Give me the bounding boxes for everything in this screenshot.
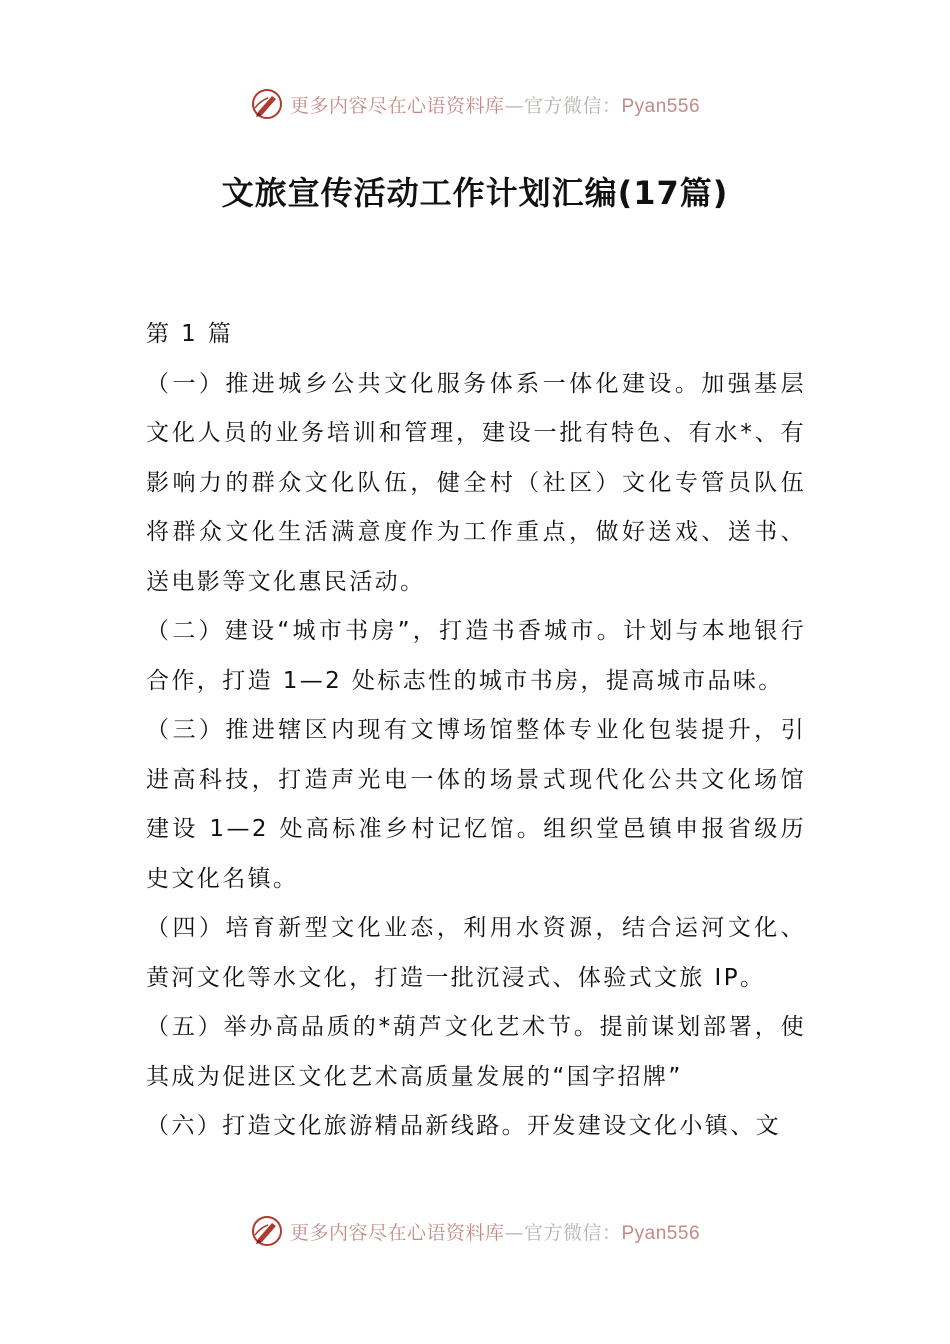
watermark-wechat-label: —官方微信： [504,1221,622,1244]
watermark-site: 更多内容尽在心语资料库 [289,94,505,117]
watermark-text [290,91,700,118]
paragraph: （五）举办高品质的*葫芦文化艺术节。提前谋划部署，使其成为促进区文化艺术高质量发展的“国字招牌” [146,1014,806,1090]
paragraph: （四）培育新型文化业态，利用水资源，结合运河文化、黄河文化等水文化，打造一批沉浸式、体验式文旅 IP。 [146,915,806,991]
pen-logo-icon [250,87,284,121]
watermark-site: 更多内容尽在心语资料库 [289,1221,505,1244]
section-heading: 第 1 篇 [146,321,234,347]
document-title: 文旅宣传活动工作计划汇编(17篇) [221,174,729,212]
paragraph: （六）打造文化旅游精品新线路。开发建设文化小镇、文 [146,1113,781,1139]
watermark-wechat-label: —官方微信： [504,94,622,117]
paragraph: （一）推进城乡公共文化服务体系一体化建设。加强基层文化人员的业务培训和管理，建设一批有特色、有水*、有影响力的群众文化队伍，健全村（社区）文化专管员队伍将群众文化生活满意度作为工作重点，做好送戏、送书、送电影等文化惠民活动。 [146,370,806,595]
paragraph: （二）建设“城市书房”，打造书香城市。计划与本地银行合作，打造 1—2 处标志性的城市书房，提高城市品味。 [146,618,806,694]
document-body [146,310,806,1152]
footer-watermark [0,1211,950,1251]
watermark-wechat-id: Pyan556 [621,95,701,117]
watermark-text [290,1218,700,1245]
watermark-wechat-id: Pyan556 [621,1222,701,1244]
pen-logo-icon [250,1214,284,1248]
header-watermark [0,84,950,124]
paragraph: （三）推进辖区内现有文博场馆整体专业化包装提升，引进高科技，打造声光电一体的场景式现代化公共文化场馆建设 1—2 处高标准乡村记忆馆。组织堂邑镇申报省级历史文化名镇。 [146,717,806,892]
